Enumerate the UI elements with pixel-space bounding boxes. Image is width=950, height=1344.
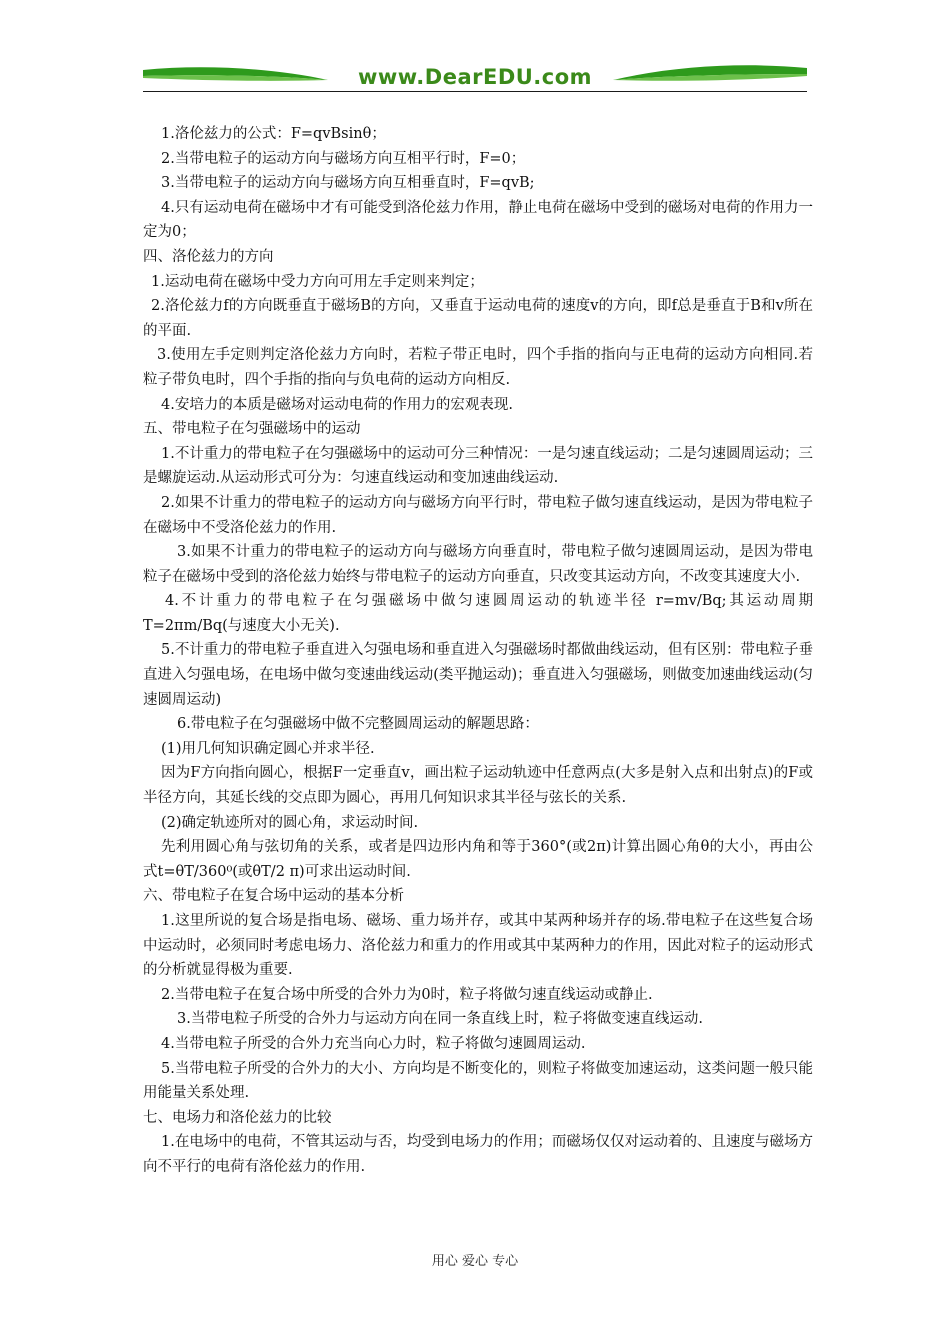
header-divider [143, 91, 807, 92]
paragraph: 5.当带电粒子所受的合外力的大小、方向均是不断变化的，则粒子将做变加速运动，这类问题一般只能用能量关系处理. [143, 1060, 813, 1102]
paragraph: 2.当带电粒子的运动方向与磁场方向互相平行时，F=0； [161, 150, 526, 167]
site-header [143, 60, 807, 92]
paragraph: 4.安培力的本质是磁场对运动电荷的作用力的宏观表现. [161, 396, 513, 413]
paragraph: (1)用几何知识确定圆心并求半径. [161, 740, 375, 757]
section-heading: 七、电场力和洛伦兹力的比较 [143, 1109, 332, 1126]
section-heading: 四、洛伦兹力的方向 [143, 248, 274, 265]
document-body [143, 122, 813, 1180]
paragraph: 2.洛伦兹力f的方向既垂直于磁场B的方向，又垂直于运动电荷的速度v的方向，即f总是垂直于B和v所在的平面. [143, 298, 813, 339]
paragraph: 1.在电场中的电荷，不管其运动与否，均受到电场力的作用；而磁场仅仅对运动着的、且速度与磁场方向不平行的电荷有洛伦兹力的作用. [143, 1134, 813, 1175]
paragraph: 1.洛伦兹力的公式：F=qvBsinθ； [161, 126, 386, 142]
paragraph: 3.如果不计重力的带电粒子的运动方向与磁场方向垂直时，带电粒子做匀速圆周运动，是因为带电粒子在磁场中受到的洛伦兹力始终与带电粒子的运动方向垂直，只改变其运动方向，不改变其速度大小. [143, 544, 813, 585]
paragraph: 6.带电粒子在匀强磁场中做不完整圆周运动的解题思路： [177, 716, 539, 733]
site-logo-text[interactable]: www.DearEDU.com [357, 65, 593, 89]
paragraph: 3.当带电粒子所受的合外力与运动方向在同一条直线上时，粒子将做变速直线运动. [177, 1011, 703, 1028]
paragraph: 3.使用左手定则判定洛伦兹力方向时，若粒子带正电时，四个手指的指向与正电荷的运动方向相同.若粒子带负电时，四个手指的指向与负电荷的运动方向相反. [143, 347, 813, 388]
paragraph: 2.如果不计重力的带电粒子的运动方向与磁场方向平行时，带电粒子做匀速直线运动，是因为带电粒子在磁场中不受洛伦兹力的作用. [143, 494, 813, 536]
paragraph: 4.只有运动电荷在磁场中才有可能受到洛伦兹力作用，静止电荷在磁场中受到的磁场对电荷的作用力一定为0； [143, 199, 813, 241]
paragraph: 1.不计重力的带电粒子在匀强磁场中的运动可分三种情况：一是匀速直线运动；二是匀速圆周运动；三是螺旋运动.从运动形式可分为：匀速直线运动和变加速曲线运动. [143, 445, 813, 487]
paragraph: 3.当带电粒子的运动方向与磁场方向互相垂直时，F=qvB; [161, 175, 535, 192]
paragraph: (2)确定轨迹所对的圆心角，求运动时间. [161, 814, 419, 831]
paragraph: 1.运动电荷在磁场中受力方向可用左手定则来判定； [151, 273, 484, 290]
paragraph: 4.不计重力的带电粒子在匀强磁场中做匀速圆周运动的轨迹半径 r=mv/Bq;其运动周期T=2πm/Bq(与速度大小无关). [143, 593, 813, 634]
section-heading: 六、带电粒子在复合场中运动的基本分析 [143, 888, 404, 905]
paragraph: 因为F方向指向圆心，根据F一定垂直v，画出粒子运动轨迹中任意两点(大多是射入点和出射点)的F或半径方向，其延长线的交点即为圆心，再用几何知识求其半径与弦长的关系. [143, 765, 813, 807]
paragraph: 1.这里所说的复合场是指电场、磁场、重力场并存，或其中某两种场并存的场.带电粒子在这些复合场中运动时，必须同时考虑电场力、洛伦兹力和重力的作用或其中某两种力的作用，因此对粒子的运动形式的分析就显得极为重要. [143, 913, 813, 979]
section-heading: 五、带电粒子在匀强磁场中的运动 [143, 421, 361, 438]
paragraph: 4.当带电粒子所受的合外力充当向心力时，粒子将做匀速圆周运动. [161, 1035, 586, 1052]
paragraph: 5.不计重力的带电粒子垂直进入匀强电场和垂直进入匀强磁场时都做曲线运动，但有区别：带电粒子垂直进入匀强电场，在电场中做匀变速曲线运动(类平抛运动)；垂直进入匀强磁场，则做变加速曲线运动(匀速圆周运动) [143, 642, 813, 708]
paragraph: 2.当带电粒子在复合场中所受的合外力为0时，粒子将做匀速直线运动或静止. [161, 986, 653, 1003]
paragraph: 先利用圆心角与弦切角的关系，或者是四边形内角和等于360°(或2π)计算出圆心角θ的大小，再由公式t=θT/360⁰(或θT/2 π)可求出运动时间. [143, 839, 813, 880]
page-footer: 用心 爱心 专心 [431, 1254, 519, 1269]
